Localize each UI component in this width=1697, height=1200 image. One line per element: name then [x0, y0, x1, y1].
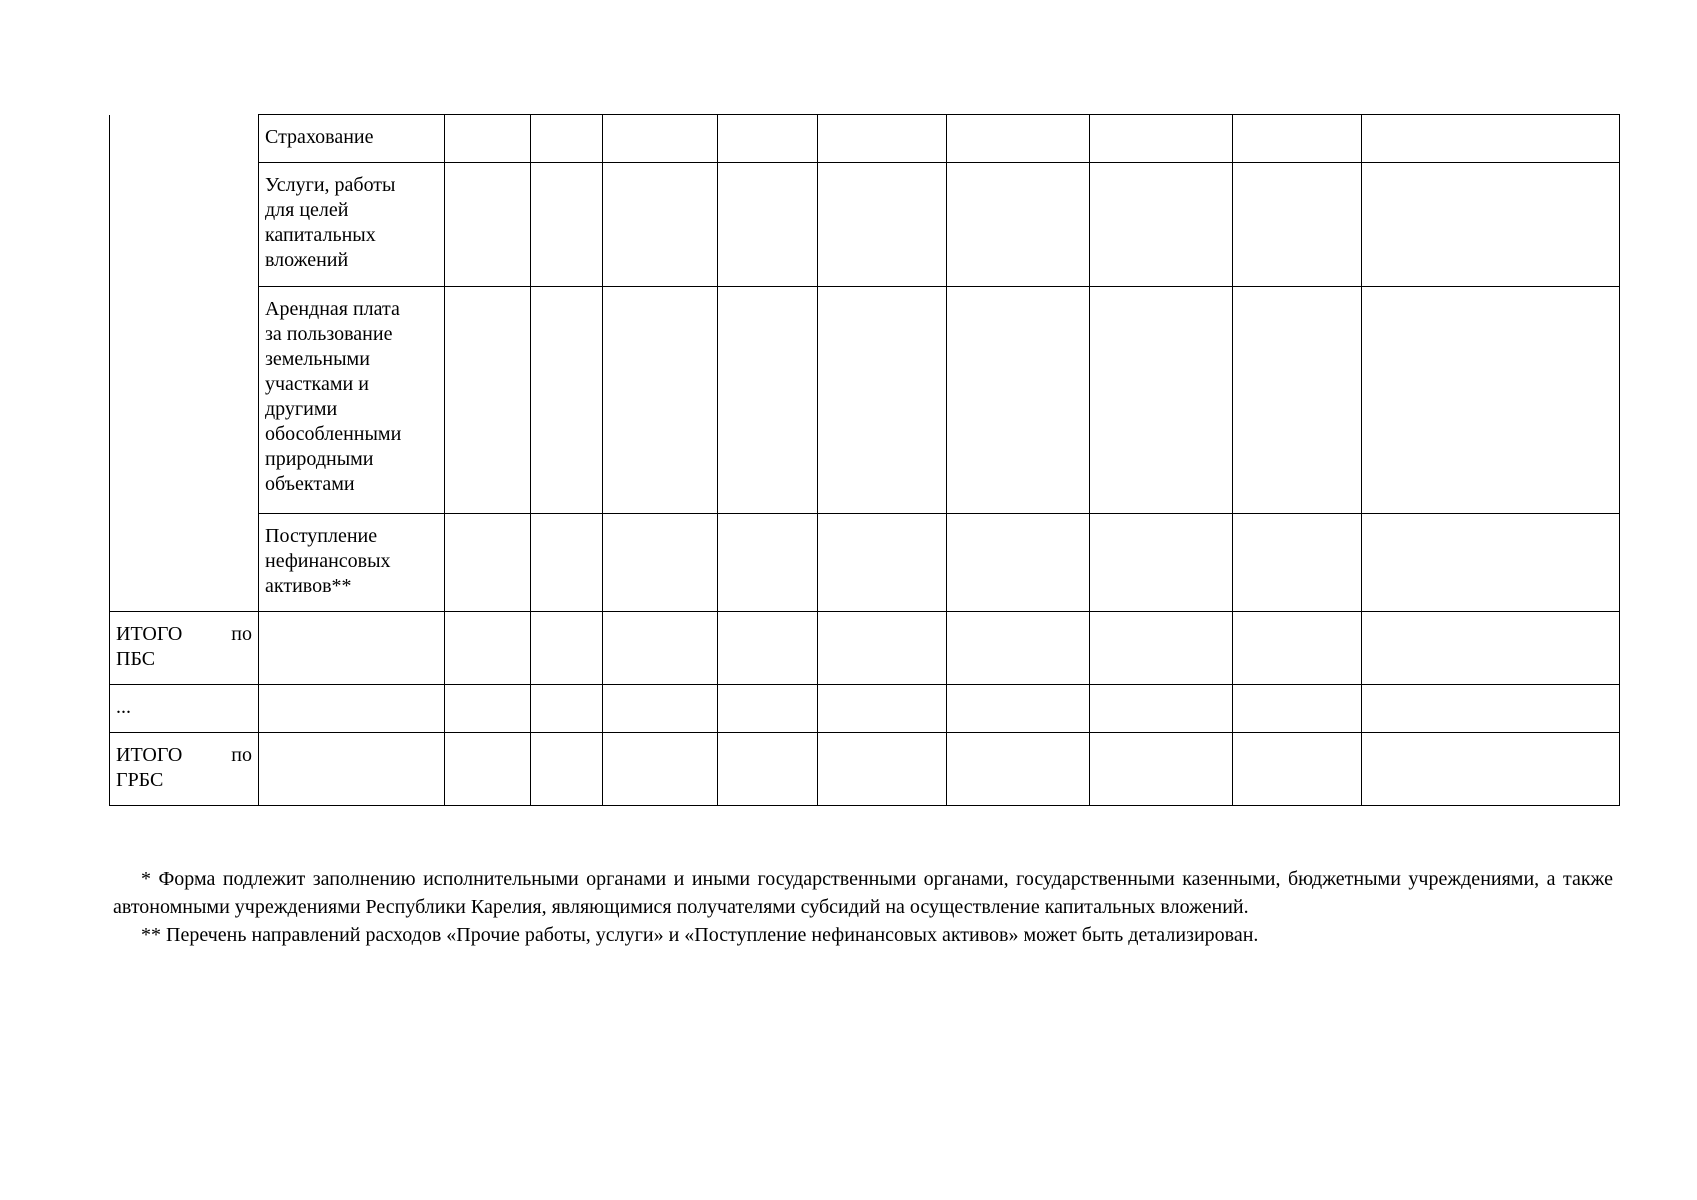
table-row-insurance: [110, 115, 1620, 163]
table-cell: [1362, 287, 1620, 514]
table-cell: [531, 685, 603, 733]
table-cell: [445, 685, 531, 733]
row-label-total-pbs: ИТОГО по ПБС: [110, 612, 259, 685]
table-cell: [445, 115, 531, 163]
table-cell: [603, 163, 718, 287]
table-cell: [1233, 287, 1362, 514]
footnote-2: ** Перечень направлений расходов «Прочие работы, услуги» и «Поступление нефинансовых активов» может быть детализирован.: [141, 924, 1259, 946]
table-cell: [1362, 612, 1620, 685]
table-cell: [947, 514, 1090, 612]
table-cell: [1090, 733, 1233, 806]
table-cell: [531, 514, 603, 612]
table-cell: [818, 685, 947, 733]
table-cell: [445, 733, 531, 806]
table-cell: [1090, 612, 1233, 685]
table-row-total-pbs: [110, 612, 1620, 685]
table-cell: [1362, 115, 1620, 163]
table-cell: [718, 163, 818, 287]
table-cell: [1233, 514, 1362, 612]
table-cell: [603, 287, 718, 514]
table-row-total-grbs: [110, 733, 1620, 806]
table-cell: [445, 287, 531, 514]
expenses-table-wrapper: [109, 114, 1620, 806]
table-row-nonfin-assets: [110, 514, 1620, 612]
table-cell: [1233, 733, 1362, 806]
footnote-1: * Форма подлежит заполнению исполнительными органами и иными государственными органами, государственными казенными, бюджетными учреждениями, а также автономными учреждениями Республики Карелия, являющимися получателями субсидий на осуществление капитальных вложений.: [113, 868, 1613, 918]
table-cell: [1090, 115, 1233, 163]
table-cell: [1362, 514, 1620, 612]
table-cell: [1090, 287, 1233, 514]
table-cell: [259, 733, 445, 806]
table-cell: [1090, 163, 1233, 287]
table-cell: [947, 612, 1090, 685]
table-cell: [603, 612, 718, 685]
table-cell: [947, 287, 1090, 514]
table-row-land-rent: [110, 287, 1620, 514]
table-cell: [818, 163, 947, 287]
table-cell: [445, 514, 531, 612]
row-label-capital-services: Услуги, работы для целей капитальных вложений: [259, 163, 445, 287]
table-row-ellipsis: [110, 685, 1620, 733]
table-cell: [445, 163, 531, 287]
table-cell: [531, 163, 603, 287]
table-cell: [818, 115, 947, 163]
table-cell: [947, 115, 1090, 163]
table-cell: [718, 612, 818, 685]
table-cell: [947, 685, 1090, 733]
table-cell: [1090, 514, 1233, 612]
table-cell: [818, 612, 947, 685]
table-cell: [259, 612, 445, 685]
footnotes: [113, 865, 1613, 949]
table-cell: [718, 115, 818, 163]
row-label-insurance: Страхование: [259, 115, 445, 163]
table-cell: [603, 733, 718, 806]
table-cell: [818, 514, 947, 612]
table-cell: [531, 612, 603, 685]
table-cell: [531, 115, 603, 163]
table-cell: [818, 733, 947, 806]
expenses-table: [109, 114, 1620, 806]
table-cell: [1233, 163, 1362, 287]
table-cell: [1233, 115, 1362, 163]
table-cell: [947, 163, 1090, 287]
table-cell: [1090, 685, 1233, 733]
table-row-capital-services: [110, 163, 1620, 287]
table-cell: [603, 514, 718, 612]
table-cell: [445, 612, 531, 685]
table-cell: [531, 733, 603, 806]
table-cell: [1362, 733, 1620, 806]
table-cell: [718, 287, 818, 514]
table-cell: [1362, 163, 1620, 287]
entity-cell-blank: [110, 115, 259, 612]
table-cell: [603, 685, 718, 733]
table-cell: [531, 287, 603, 514]
row-label-nonfin-assets: Поступление нефинансовых активов**: [259, 514, 445, 612]
row-label-total-grbs: ИТОГО по ГРБС: [110, 733, 259, 806]
table-cell: [718, 733, 818, 806]
table-cell: [1233, 685, 1362, 733]
table-cell: [718, 514, 818, 612]
table-cell: [259, 685, 445, 733]
table-cell: [947, 733, 1090, 806]
table-cell: [718, 685, 818, 733]
table-cell: [1233, 612, 1362, 685]
table-cell: [1362, 685, 1620, 733]
row-label-land-rent: Арендная плата за пользование земельными участками и другими обособленными природными объектами: [259, 287, 445, 514]
table-cell: [603, 115, 718, 163]
row-label-ellipsis: ...: [110, 685, 259, 733]
table-cell: [818, 287, 947, 514]
